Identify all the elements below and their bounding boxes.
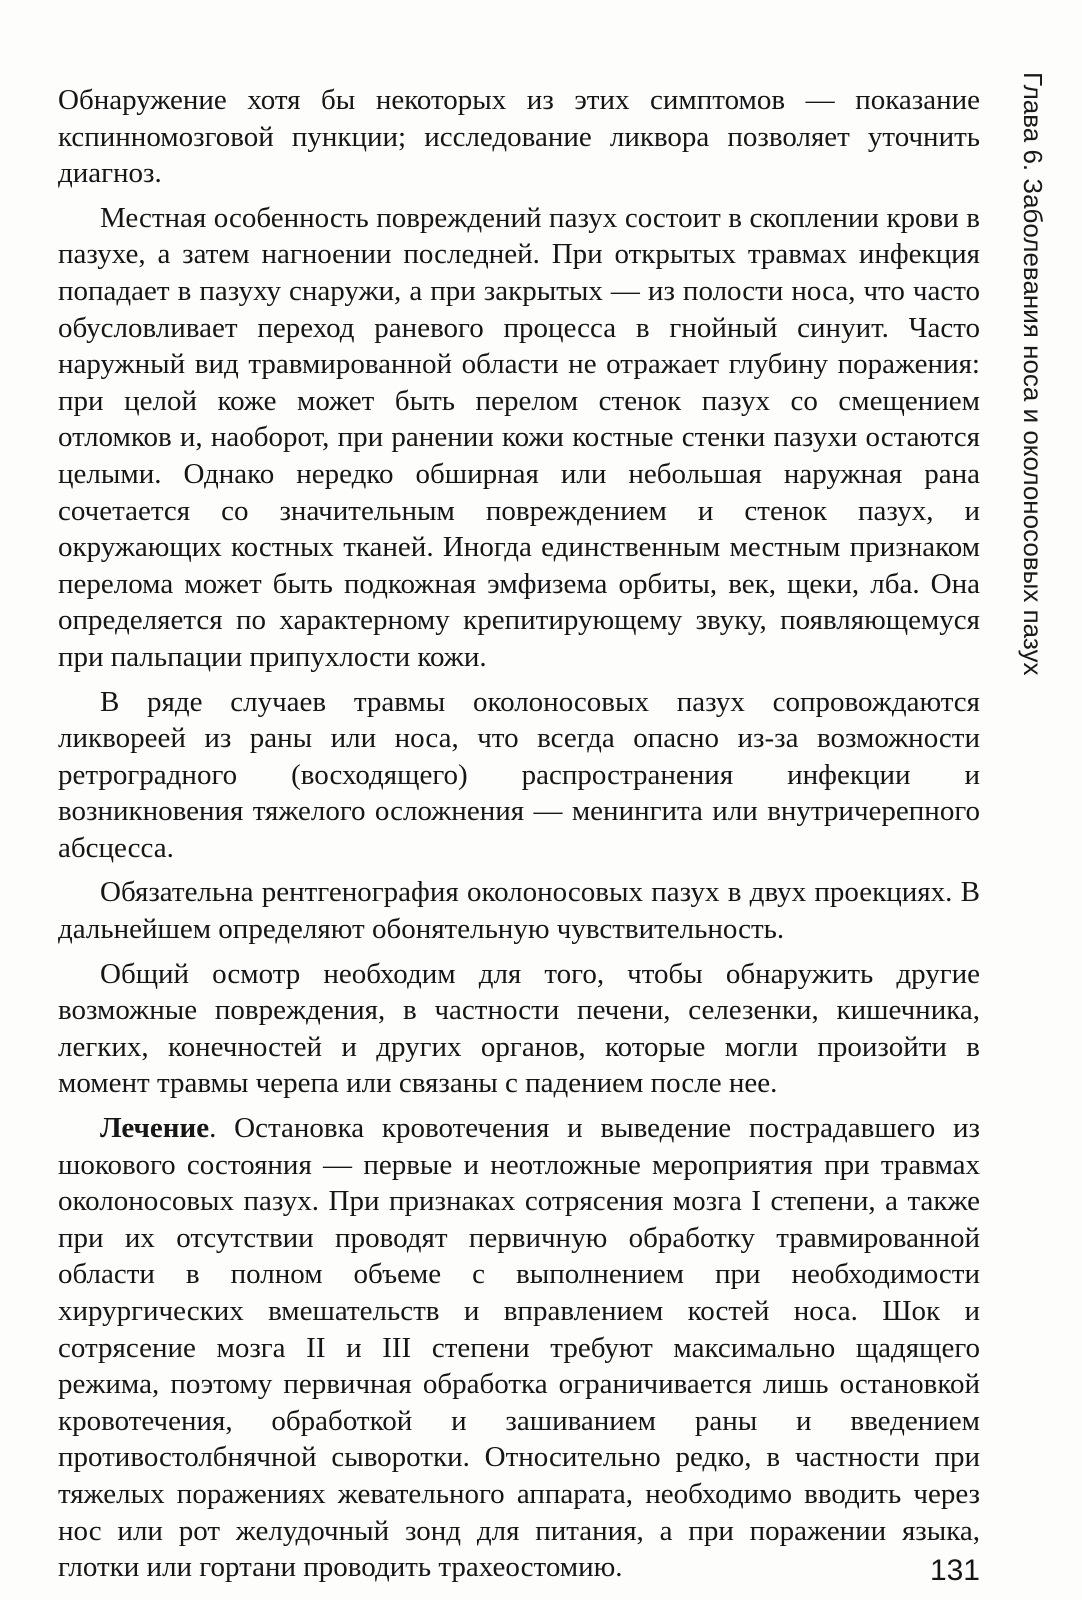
- running-header: [1006, 72, 1052, 676]
- paragraph-treatment: [58, 1110, 980, 1586]
- treatment-text: . Остановка кровотечения и выведение пострадавшего из шокового состояния — первые и неотложные мероприятия при травмах околоносовых пазух. При признаках сотрясения мозга I степени, а также при их отсутствии проводят первичную обработку травмированной области в полном объеме с выполнением при необходимости хирургических вмешательств и вправлением костей носа. Шок и сотрясение мозга II и III степени требуют максимально щадящего режима, поэтому первичная обработка ограничивается лишь остановкой кровотечения, обработкой и зашиванием раны и введением противостолбнячной сыворотки. Относительно редко, в частности при тяжелых поражениях жевательного аппарата, необходимо вводить через нос или рот желудочный зонд для питания, а при поражении языка, глотки или гортани проводить трахеостомию.: [58, 1112, 980, 1584]
- body-text: [58, 82, 980, 1586]
- paragraph-local-features: Местная особенность повреждений пазух состоит в скоплении крови в пазухе, а затем нагноении последней. При открытых травмах инфекция попадает в пазуху снаружи, а при закрытых — из полости носа, что часто обусловливает переход раневого процесса в гнойный синуит. Часто наружный вид травмированной области не отражает глубину поражения: при целой коже может быть перелом стенок пазух со смещением отломков и, наоборот, при ранении кожи костные стенки пазухи остаются целыми. Однако нередко обширная или небольшая наружная рана сочетается со значительным повреждением и стенок пазух, и окружающих костных тканей. Иногда единственным местным признаком перелома может быть подкожная эмфизема орбиты, век, щеки, лба. Она определяется по характерному крепитирующему звуку, появляющемуся при пальпации припухлости кожи.: [58, 201, 980, 673]
- paragraph-continuation: Обнаружение хотя бы некоторых из этих симптомов — показание кспинномозговой пункции; исследование ликвора позволяет уточнить диагноз.: [58, 84, 980, 190]
- paragraph-radiography: Обязательна рентгенография околоносовых пазух в двух проекциях. В дальнейшем определяют обонятельную чувствительность.: [58, 876, 980, 946]
- running-header-text: Глава 6. Заболевания носа и околоносовых пазух: [1018, 72, 1048, 676]
- page-number: 131: [929, 1554, 980, 1587]
- paragraph-liquorrhea: В ряде случаев травмы околоносовых пазух сопровождаются ликвореей из раны или носа, что всегда опасно из-за возможности ретроградного (восходящего) распространения инфекции и возникновения тяжелого осложнения — менингита или внутричерепного абсцесса.: [58, 685, 980, 864]
- paragraph-general-exam: Общий осмотр необходим для того, чтобы обнаружить другие возможные повреждения, в частности печени, селезенки, кишечника, легких, конечностей и других органов, которые могли произойти в момент травмы черепа или связаны с падением после нее.: [58, 957, 980, 1100]
- treatment-term: Лечение: [100, 1112, 210, 1145]
